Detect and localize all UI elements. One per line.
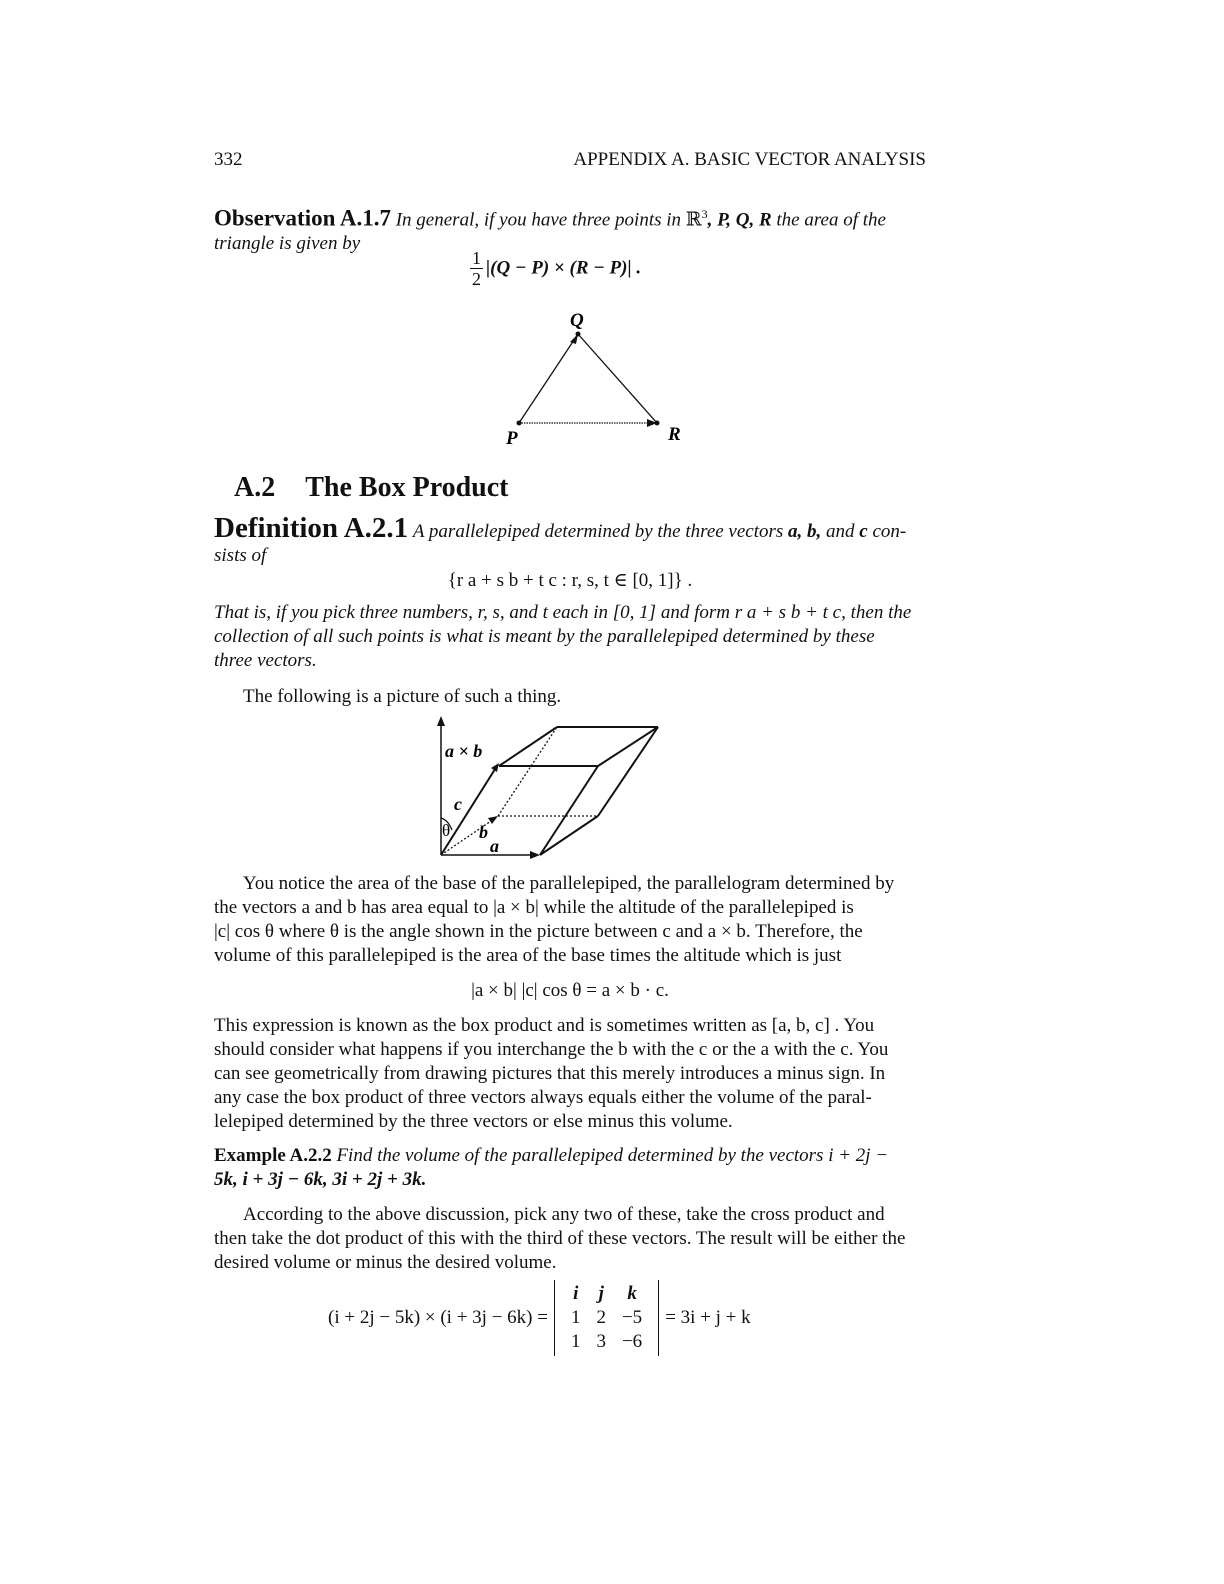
- det-cell: i: [573, 1283, 579, 1304]
- cross-product-rhs: = 3i + j + k: [665, 1307, 751, 1328]
- axb-arrowhead: [437, 716, 445, 726]
- para1-line4: volume of this parallelepiped is the area of the base times the altitude which is just: [214, 945, 842, 966]
- section-heading: [234, 472, 509, 504]
- label-c: c: [454, 794, 462, 814]
- label-theta: θ: [442, 821, 451, 840]
- c-arrowhead: [491, 763, 499, 772]
- definition-label: Definition A.2.1: [214, 512, 409, 544]
- definition-vectors: a, b,: [788, 521, 822, 542]
- para2-line5: lelepiped determined by the three vectors or else minus this volume.: [214, 1111, 733, 1132]
- r3-superscript: 3: [701, 207, 708, 221]
- label-b: b: [479, 822, 488, 842]
- b-arrowhead: [488, 816, 498, 824]
- observation-text-2: the area of the: [771, 209, 886, 231]
- page-number: 332: [214, 149, 243, 170]
- para1-line2: the vectors a and b has area equal to |a × b| while the altitude of the parallelepiped is: [214, 897, 854, 918]
- cross-product-lhs: (i + 2j − 5k) × (i + 3j − 6k) =: [328, 1307, 548, 1328]
- definition-after-1: That is, if you pick three numbers, r, s, and t each in [0, 1] and form r a + s b + t c, then the: [214, 602, 912, 623]
- label-q: Q: [570, 310, 584, 331]
- det-cell: j: [598, 1283, 604, 1304]
- r3-symbol: ℝ: [685, 209, 702, 231]
- edge-pq: [519, 334, 578, 423]
- observation-line-2: triangle is given by: [214, 233, 361, 255]
- parallelepiped-set: {r a + s b + t c : r, s, t ∈ [0, 1]} .: [447, 570, 693, 591]
- fraction-denominator: 2: [472, 269, 481, 289]
- point-p: [517, 421, 522, 426]
- formula-body: |(Q − P) × (R − P)| .: [486, 257, 642, 279]
- example-line1: [214, 1144, 926, 1168]
- section-number: A.2: [234, 472, 276, 503]
- observation-label: Observation A.1.7: [214, 205, 391, 231]
- para3-line2: then take the dot product of this with the third of these vectors. The result will be either the: [214, 1228, 906, 1249]
- definition-text: A parallelepiped determined by the three vectors: [412, 521, 789, 542]
- fraction-half: [470, 248, 483, 289]
- observation-points: , P, Q, R: [707, 209, 772, 231]
- para2-line4: any case the box product of three vectors always equals either the volume of the paral-: [214, 1087, 872, 1108]
- triangle-figure: [490, 300, 710, 460]
- determinant-row: [563, 1306, 650, 1330]
- example-line2: 5k, i + 3j − 6k, 3i + 2j + 3k.: [214, 1169, 427, 1190]
- cross-product-formula: [328, 1280, 751, 1356]
- det-cell: k: [627, 1283, 637, 1304]
- triangle-area-formula: [470, 248, 641, 289]
- parallelepiped-figure: [420, 712, 680, 862]
- observation-text: In general, if you have three points in: [395, 209, 686, 231]
- picture-intro: The following is a picture of such a thing.: [243, 686, 562, 707]
- para1-line3: |c| cos θ where θ is the angle shown in the picture between c and a × b. Therefore, the: [214, 921, 863, 942]
- example-label: Example A.2.2: [214, 1145, 332, 1166]
- para2-line2: should consider what happens if you interchange the b with the c or the a with the c. You: [214, 1039, 889, 1060]
- edge-qr: [578, 334, 657, 423]
- edge-top-right: [598, 727, 658, 766]
- point-q: [576, 332, 581, 337]
- point-r: [655, 421, 660, 426]
- hidden-edge-2: [498, 727, 557, 816]
- definition-block: [214, 512, 926, 568]
- para1-line1: You notice the area of the base of the parallelepiped, the parallelogram determined by: [243, 873, 895, 894]
- section-title: The Box Product: [305, 472, 509, 503]
- determinant-row: [563, 1282, 650, 1306]
- determinant: [554, 1280, 659, 1356]
- para2-line1: This expression is known as the box product and is sometimes written as [a, b, c] . You: [214, 1015, 875, 1036]
- edge-front-right: [540, 766, 598, 855]
- det-cell: 2: [596, 1307, 606, 1328]
- label-p: P: [506, 428, 518, 449]
- para3-line3: desired volume or minus the desired volume.: [214, 1252, 557, 1273]
- definition-after-2: collection of all such points is what is meant by the parallelepiped determined by these: [214, 626, 875, 647]
- determinant-table: [563, 1282, 650, 1354]
- definition-and: and: [821, 521, 860, 542]
- det-cell: −5: [621, 1307, 643, 1328]
- definition-vector-c: c: [859, 521, 868, 542]
- definition-line-2: sists of: [214, 545, 267, 566]
- label-r: R: [668, 424, 681, 445]
- edge-back-right: [598, 727, 658, 816]
- det-cell: 1: [570, 1307, 581, 1328]
- edge-base-right: [540, 816, 598, 855]
- box-product-formula: |a × b| |c| cos θ = a × b · c.: [471, 980, 669, 1001]
- definition-hyphen: con-: [867, 521, 907, 542]
- det-cell: 3: [596, 1331, 606, 1352]
- definition-after-3: three vectors.: [214, 650, 317, 671]
- para3-line1: According to the above discussion, pick any two of these, take the cross product and: [243, 1204, 885, 1225]
- running-title: APPENDIX A. BASIC VECTOR ANALYSIS: [573, 149, 926, 170]
- para2-line3: can see geometrically from drawing pictures that this merely introduces a minus sign. In: [214, 1063, 886, 1084]
- a-arrowhead: [530, 851, 540, 859]
- fraction-numerator: 1: [472, 248, 481, 268]
- c-vector: [441, 766, 497, 855]
- determinant-row: [563, 1330, 650, 1354]
- det-cell: −6: [621, 1331, 643, 1352]
- label-a: a: [490, 836, 499, 856]
- example-text: Find the volume of the parallelepiped determined by the vectors i + 2j −: [331, 1145, 889, 1166]
- det-cell: 1: [570, 1331, 581, 1352]
- edge-top-left: [499, 727, 557, 766]
- label-axb: a × b: [445, 741, 483, 761]
